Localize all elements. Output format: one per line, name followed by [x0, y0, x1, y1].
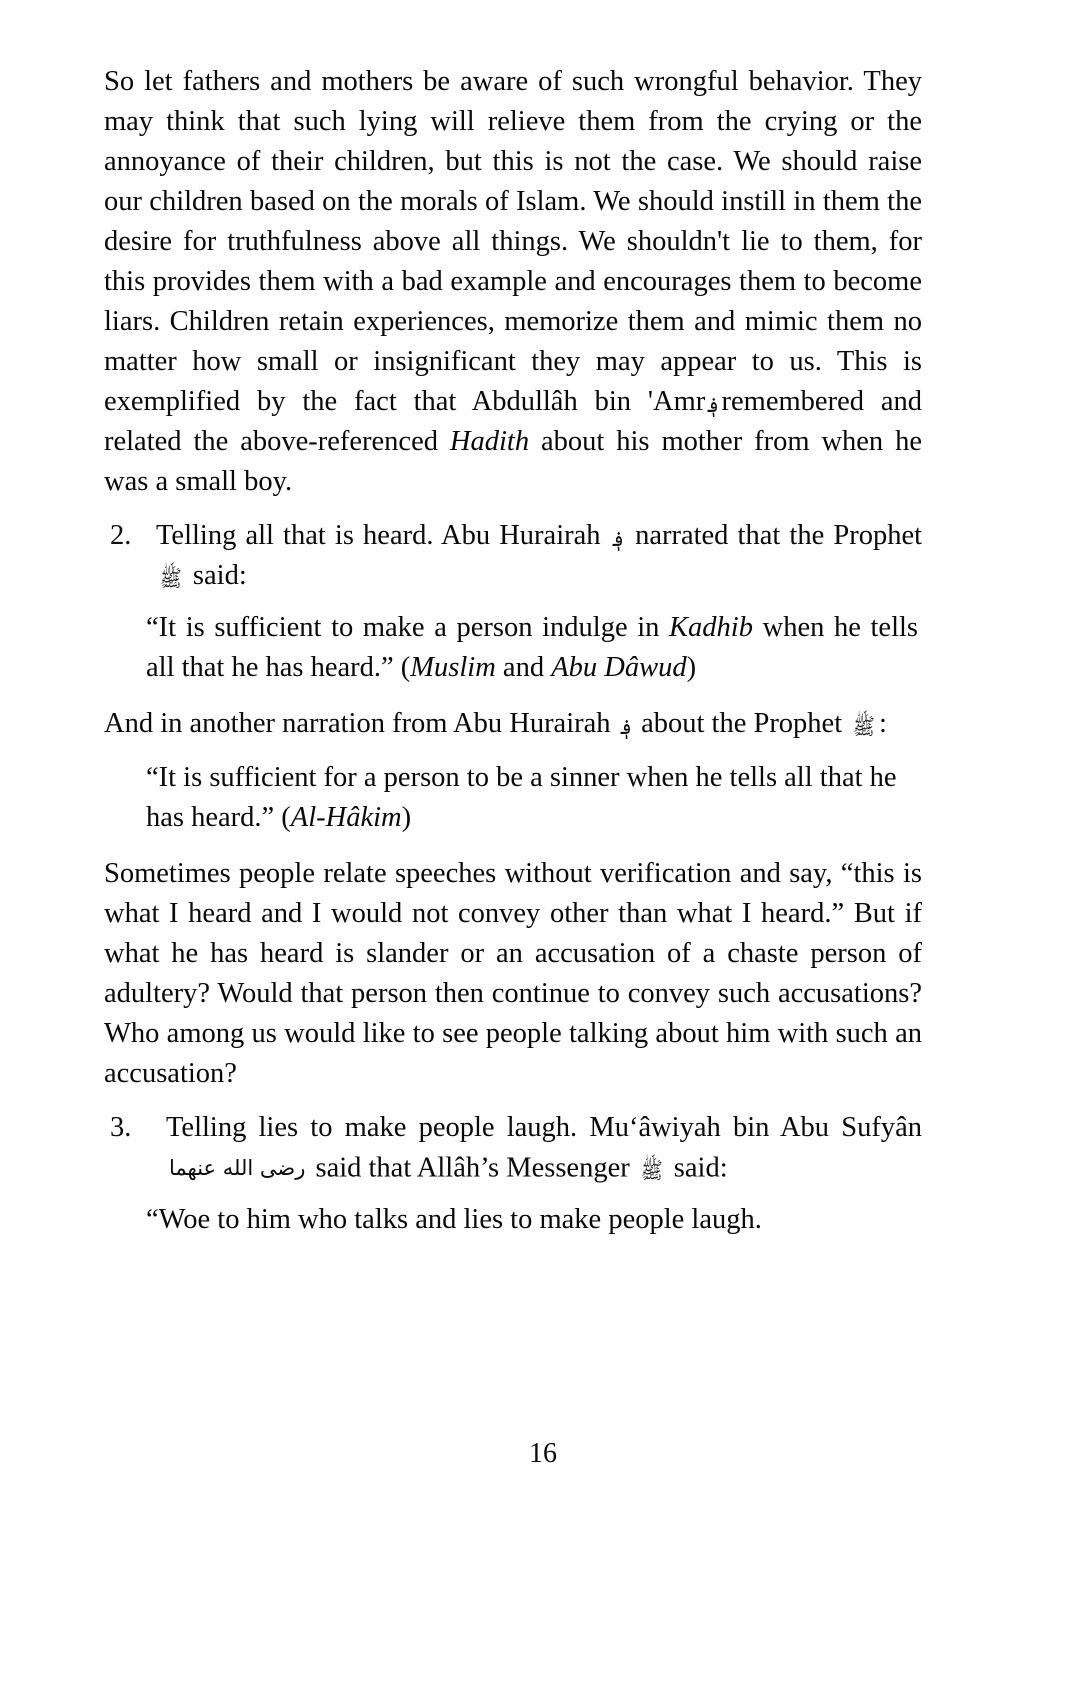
numbered-item-3	[104, 1108, 922, 1188]
numbered-item-2	[104, 516, 922, 596]
kadhib-italic-term: Kadhib	[669, 612, 753, 643]
block-quote-3: “Woe to him who talks and lies to make people laugh.	[146, 1204, 762, 1236]
muslim-italic-source: Muslim	[410, 652, 496, 683]
numbered-item-3-text-c: said:	[673, 1152, 728, 1184]
block-quote-2-text-a: “It is sufficient for a person to be a sinner when he tells all that he has heard.” (	[146, 762, 897, 833]
paragraph-opening-text-c: about his mother from when he was a small boy.	[104, 426, 923, 497]
companion-honorific-icon: ؋	[707, 392, 719, 417]
paragraph-opening-text-a: So let fathers and mothers be aware of such wrongful behavior. They may think that such lying will relieve them from the crying or the annoyance of their children, but this is not the case. We should raise our children based on the morals of Islam. We should instill in them the desire for truthfulness above all things. We shouldn't lie to them, for this provides them with a bad example and encourages them to become liars. Children retain experiences, memorize them and mimic them no matter how small or insignificant they may appear to us. This is exemplified by the fact that Abdullâh bin 'Amr	[104, 66, 922, 417]
paragraph-another-narration-text-c: :	[879, 708, 887, 739]
prophet-honorific-icon: ﷺ	[853, 713, 875, 740]
block-quote-1-text-c: and	[502, 652, 545, 683]
al-hakim-italic-source: Al-Hâkim	[290, 802, 402, 833]
paragraph-another-narration-text-a: And in another narration from Abu Hurairah	[104, 708, 611, 739]
arabic-honorific-phrase: رضى الله عنهما	[169, 1156, 306, 1180]
hadith-italic-term: Hadith	[449, 426, 530, 457]
page-content	[104, 62, 922, 1256]
numbered-item-3-number: 3.	[110, 1112, 132, 1143]
numbered-item-2-text-a: Telling all that is heard. Abu Hurairah	[156, 520, 601, 551]
paragraph-verification: Sometimes people relate speeches without verification and say, “this is what I heard and I would not convey other than what I heard.” But if what he has heard is slander or an accusation of a chaste person of adultery? Would that person then continue to convey such accusations? Who among us would like to see people talking about him with such an accusation?	[104, 858, 922, 1089]
prophet-honorific-icon: ﷺ	[640, 1158, 663, 1185]
numbered-item-2-number: 2.	[110, 520, 132, 551]
prophet-honorific-icon: ﷺ	[160, 565, 182, 592]
block-quote-1-text-d: )	[686, 652, 697, 683]
block-quote-2	[104, 758, 922, 838]
abu-dawud-italic-source: Abu Dâwud	[551, 652, 687, 683]
numbered-item-3-text-a: Telling lies to make people laugh. Mu‘âwiyah bin Abu Sufyân	[166, 1112, 922, 1143]
numbered-item-3-text-b: said that Allâh’s Messenger	[315, 1152, 630, 1184]
block-quote-1-text-b: when he tells all that he has heard.” (	[146, 612, 919, 683]
block-quote-2-text-b: )	[401, 802, 412, 833]
paragraph-opening	[104, 62, 922, 502]
block-quote-1-text-a: “It is sufficient to make a person indulge in	[146, 612, 660, 643]
page-number: 16	[529, 1438, 557, 1469]
numbered-item-2-text-b: narrated that the Prophet	[635, 520, 923, 551]
paragraph-opening-text-b: remembered and related the above-referenced	[104, 386, 922, 457]
paragraph-another-narration-text-b: about the Prophet	[641, 708, 843, 739]
numbered-item-2-text-c: said:	[192, 560, 247, 591]
companion-honorific-icon: ؋	[612, 526, 624, 551]
companion-honorific-icon: ؋	[620, 714, 632, 739]
block-quote-1	[104, 608, 922, 688]
paragraph-another-narration	[104, 704, 922, 744]
